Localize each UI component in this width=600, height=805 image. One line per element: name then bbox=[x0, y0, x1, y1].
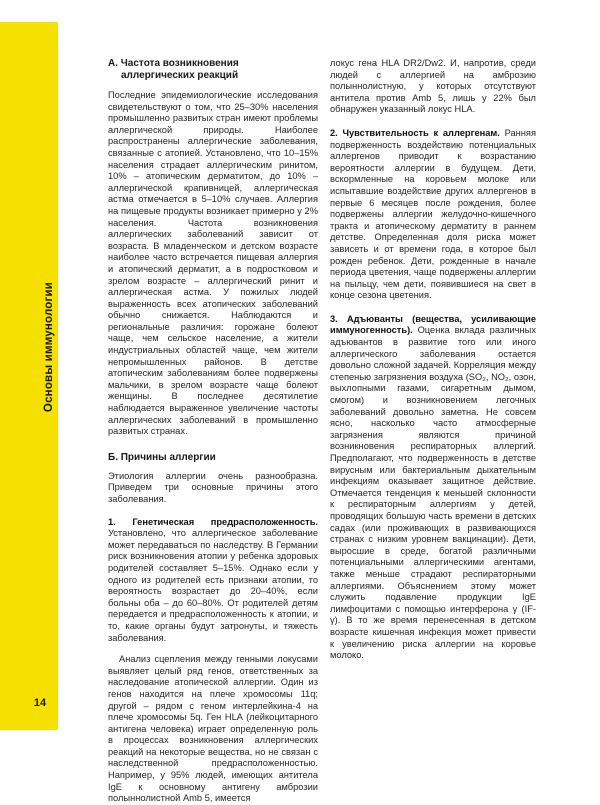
paragraph-gene-linkage: Анализ сцепления между генными локусами выявляет целый ряд генов, ответственных за наследование атопической аллергии. Один из генов находится на плече хромосомы 11q; другой – рядом с геном интерлейкина-4 на плече хромосомы 5q. Ген HLA (лейкоцитарного антигена человека) играет определенную роль в процессах возникновения аллергических реакций на некоторые вещества, но не связан с наследственной предрасположенностью. Например, у 95% людей, имеющих антитела IgE к основному антигену амброзии полыннолистной Amb 5, имеется bbox=[108, 654, 318, 804]
section-a-heading-line1: А. Частота возникновения bbox=[108, 58, 239, 69]
item-adjuvants-text: Оценка вклада различных адъювантов в развитие того или иного аллергического заболевания остается довольно сложной задачей. Корреляция между степенью загрязнения воздуха (SO₂, NO₂, озон, выхлопными газами, сигаретным дымом, смогом) и возникновением легочных заболеваний довольно заметна. Не совсем ясно, насколько часто атмосферные загрязнения являются причиной возникновения респираторных аллергий. Предполагают, что подверженность в детстве вирусным или бактериальным дыхательным инфекциям оказывает защитное действие. Отмечается тенденция к меньшей склонности к респираторным аллергиям у детей, проводящих большую часть времени в детских садах (или проживающих в развивающихся странах с низким уровнем вакцинации). Дети, выросшие в среде, богатой различными потенциальными аллергическими агентами, также меньше страдают респираторными аллергиями. Объяснением этому может служить подавление продукции IgE лимфоцитами с помощью интерферона γ (IF-γ). В то же время перенесенная в детском возрасте кишечная инфекция может привести к увеличению риска аллергии на коровье молоко. bbox=[330, 325, 536, 661]
item-genetics-text: Установлено, что аллергическое заболевание может передаваться по наследству. В Германии риск возникновения атопии у ребенка здоровых родителей составляет 5–15%. Однако если у одного из родителей есть признаки атопии, то вероятность возрастает до 20–40%, если больны оба – до 60–80%. От родителей детям передается и предрасположенность к атопии, и то, какие органы будут затронуты, и тяжесть заболевания. bbox=[108, 528, 318, 643]
right-column bbox=[330, 58, 536, 662]
page-number: 14 bbox=[33, 697, 47, 709]
paragraph-genetics bbox=[108, 517, 318, 645]
paragraph-continued: локус гена HLA DR2/Dw2. И, напротив, среди людей с аллергией на амброзию полыннолистную, у которых отсутствуют антитела против Amb 5, лишь у 22% был обнаружен указанный локус HLA. bbox=[330, 58, 536, 115]
item-adjuvants-lead: 3. Адъюванты (вещества, усиливающие иммуногенность). bbox=[330, 313, 536, 336]
item-genetics-lead: 1. Генетическая предрасположенность. bbox=[108, 516, 318, 527]
paragraph-frequency: Последние эпидемиологические исследования свидетельствуют о том, что 25–30% населения промышленно развитых стран имеют проблемы аллергической природы. Наиболее распространены аллергические заболевания, связанные с атопией. Установлено, что 10–15% населения страдает аллергическим ринитом, 10% – атопическим дерматитом, до 10% – аллергической крапивницей, аллергическая астма отмечается в 5–10% случаев. Аллергия на пищевые продукты возникает примерно у 2% населения. Частота возникновения аллергических заболеваний зависит от возраста. В младенческом и детском возрасте наиболее часто встречается пищевая аллергия и атопический дерматит, а в подростковом и зрелом возрасте – аллергический ринит и аллергическая астма. У пожилых людей выраженность всех атопических заболеваний обычно снижается. Наблюдаются и региональные различия: горожане болеют чаще, чем сельское население, а жители индустриальных областей чаще, чем жители непромышленных районов. В детстве атопическим заболеваниям более подвержены мальчики, в зрелом возрасте чаще болеют женщины. В последнее десятилетие наблюдается выраженное увеличение частоты аллергических заболеваний в промышленно развитых странах. bbox=[108, 90, 318, 437]
section-b-heading: Б. Причины аллергии bbox=[108, 451, 216, 463]
paragraph-allergen-sensitivity bbox=[330, 128, 536, 302]
running-title: Основы иммунологии bbox=[43, 281, 55, 413]
paragraph-causes-intro: Этиология аллергии очень разнообразна. Приведем три основные причины этого заболевания. bbox=[108, 470, 318, 504]
sidebar-stripe bbox=[0, 22, 58, 730]
item-sensitivity-text: Ранняя подверженность воздействию потенциальных аллергенов приводит к возрастанию вероятности аллергии в будущем. Дети, вскормленные на коровьем молоке или испытавшие воздействие других аллергенов в первые 6 месяцев после рождения, более подвержены аллергии желудочно-кишечного тракта и атопическому дерматиту в раннем детстве. Определенная доля риска может зависеть и от времени года, в которое был рожден ребенок. Дети, рожденные в начале периода цветения, чаще подвержены аллергии на пыльцу, чем дети, появившиеся на свет в конце сезона цветения. bbox=[330, 127, 536, 301]
left-column bbox=[108, 58, 318, 805]
paragraph-adjuvants bbox=[330, 314, 536, 662]
section-a-heading-line2: аллергических реакций bbox=[121, 70, 239, 81]
item-sensitivity-lead: 2. Чувствительность к аллергенам. bbox=[330, 127, 500, 138]
